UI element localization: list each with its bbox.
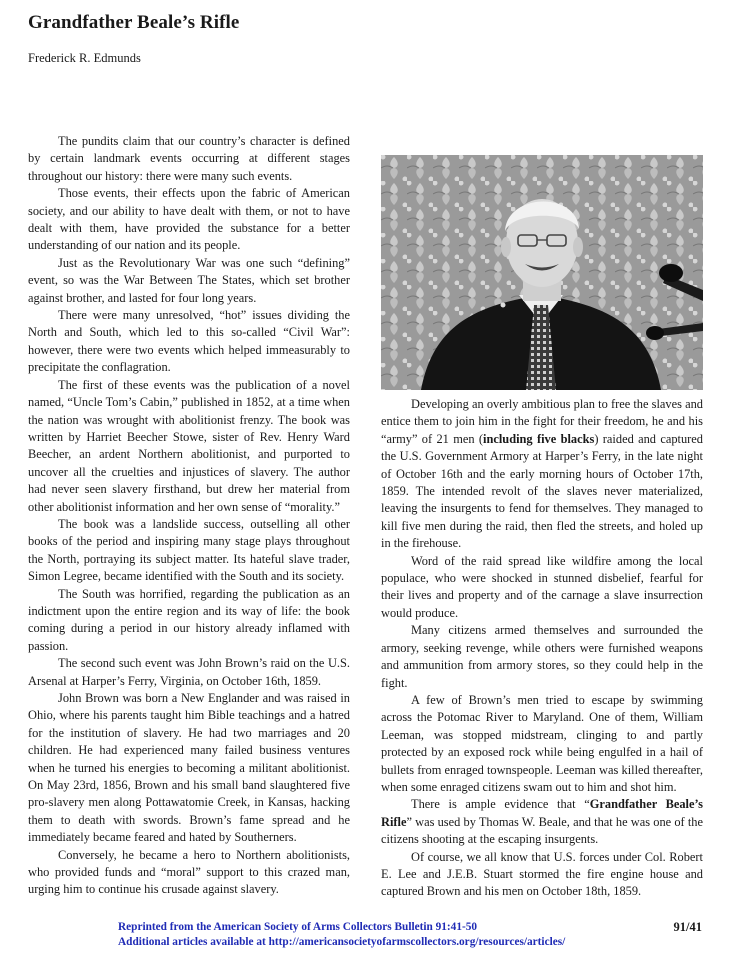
body-paragraph: Word of the raid spread like wildfire among the local populace, who were shocked in stunned disbelief, fearful for their lives and property and of the carnage a slave insurrection would produce. <box>381 553 703 620</box>
articles-link[interactable]: Additional articles available at http://americansocietyofarmscollectors.org/resources/articles/ <box>118 936 566 948</box>
body-paragraph <box>381 396 703 553</box>
body-paragraph: The first of these events was the publication of a novel named, “Uncle Tom’s Cabin,” published in 1852, at a time when the nation was wrought with abolitionist frenzy. The book was written by Harriet Beecher Stowe, sister of Rev. Henry Ward Beecher, an ardent Northern abolitionist, and purported to uncover all the cruelties and injustices of slavery. The author had never seen slavery firsthand, but drew her material from other abolitionist information and her own sense of “morality.” <box>28 377 350 514</box>
body-paragraph <box>381 796 703 848</box>
paragraph-text: There is ample evidence that “ <box>411 797 590 812</box>
page-number: 91/41 <box>673 920 702 934</box>
body-paragraph: There were many unresolved, “hot” issues dividing the North and South, which led to this so-called “Civil War”: however, there were two events which helped immeasurably to precipitate the conflagration. <box>28 308 350 375</box>
photo-illustration <box>381 155 703 390</box>
paragraph-text: ) raided and captured the U.S. Government Armory at Harper’s Ferry, in the late night of October 16th and the early morning hours of October 17th, 1859. The intended revolt of the slaves never materialized, leaving the insurgents to fend for themselves. They managed to kill five men during the raid, then fled the streets, and holed up in the firehouse. <box>381 431 703 551</box>
bold-phrase: including five blacks <box>483 431 595 446</box>
body-paragraph: Just as the Revolutionary War was one such “defining” event, so was the War Between The States, which set brother against brother, and lasted for four long years. <box>28 255 350 305</box>
body-paragraph: Of course, we all know that U.S. forces under Col. Robert E. Lee and J.E.B. Stuart stormed the fire engine house and captured Brown and his men on October 18th, 1859. <box>381 849 703 899</box>
paragraph-text: Developing an overly ambitious plan to free the slaves and entice them to join him in the fight for their freedom, he and his “army” of 21 men ( <box>381 397 703 446</box>
body-paragraph: A few of Brown’s men tried to escape by swimming across the Potomac River to Maryland. One of them, William Leeman, was stopped midstream, clinging to and partly protected by an exposed rock while being engulfed in a hail of bullets from enraged townspeople. Leeman was killed thereafter, when some enraged citizens swam out to him and shot him. <box>381 692 703 794</box>
author-photo <box>381 155 703 390</box>
reprint-note: Reprinted from the American Society of Arms Collectors Bulletin 91:41-50 <box>118 921 478 933</box>
body-paragraph: The book was a landslide success, outselling all other books of the period and inspiring many stage plays throughout the North, portraying its subject matter. Its hateful slave trader, Simon Legree, became identified with the South and its society. <box>28 516 350 584</box>
bold-phrase: Grandfather Beale’s Rifle <box>381 797 703 829</box>
body-paragraph: The second such event was John Brown’s raid on the U.S. Arsenal at Harper’s Ferry, Virginia, on October 16th, 1859. <box>28 656 350 688</box>
body-paragraph: The South was horrified, regarding the publication as an indictment upon the entire region and its way of life: the book coming during a period in our history already inflamed with passion. <box>28 586 350 653</box>
reprint-footer <box>118 920 638 950</box>
article-author: Frederick R. Edmunds <box>28 51 141 65</box>
article-title: Grandfather Beale’s Rifle <box>28 12 240 33</box>
body-paragraph: Those events, their effects upon the fabric of American society, and our ability to have dealt with them, or not to have dealt with them, have provided the substance for a better understanding of our nation and its people. <box>28 186 350 253</box>
right-column <box>381 396 703 901</box>
body-paragraph: John Brown was born a New Englander and was raised in Ohio, where his parents taught him Bible teachings and a hatred for the institution of slavery. He had two marriages and 20 children. He had experienced many failed business ventures when he turned his energies to becoming a militant abolitionist. On May 23rd, 1856, Brown and his small band slaughtered five pro-slavery men along Pottawatomie Creek, in Kansas, hacking them to death with swords. Brown’s fame spread and he immediately became feared and hated by Southerners. <box>28 691 350 845</box>
body-paragraph: Many citizens armed themselves and surrounded the armory, seeking revenge, while others were furnished weapons and ammunition from armory stores, so they could help in the fight. <box>381 623 703 690</box>
body-paragraph: Conversely, he became a hero to Northern abolitionists, who provided funds and “moral” support to this crazed man, urging him to continue his crusade against slavery. <box>28 847 350 897</box>
body-paragraph: The pundits claim that our country’s character is defined by certain landmark events occurring at different stages throughout our history: there were many such events. <box>28 134 350 183</box>
left-column <box>28 133 350 899</box>
paragraph-text: ” was used by Thomas W. Beale, and that he was one of the citizens shooting at the escaping insurgents. <box>381 814 703 847</box>
